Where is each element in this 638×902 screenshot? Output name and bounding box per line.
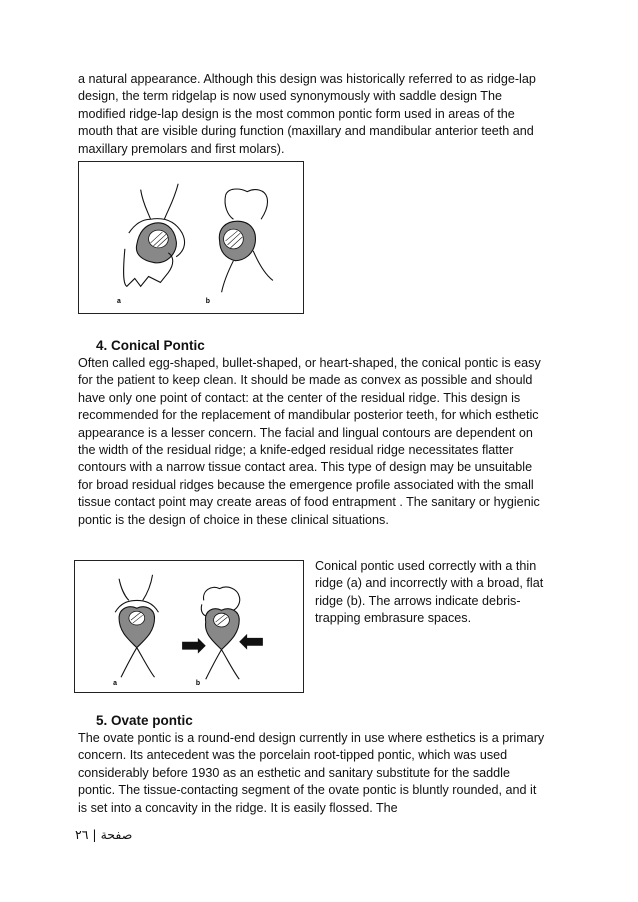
figure2-caption: Conical pontic used correctly with a thin ridge (a) and incorrectly with a broad, flat ridge (b). The arrows indicate debris-trapping embrasure spaces. [315,559,544,626]
section5-heading: 5. Ovate pontic [96,713,193,728]
arrow-left-icon [239,634,263,650]
figure1-label-a: a [116,298,121,306]
section4-body: Often called egg-shaped, bullet-shaped, or heart-shaped, the conical pontic is easy for the patient to keep clean. It should be made as convex as possible and should have only one point of contact: at the center of the residual ridge. This design is recommended for the replacement of mandibular posterior teeth, for which esthetic appearance is a lesser concern. The facial and lingual contours are dependent on the width of the residual ridge; a knife-edged residual ridge necessitates flatter contours with a narrow tissue contact area. This type of design may be unsuitable for broad residual ridges because the emergence profile associated with the small tissue contact point may create areas of food entrapment . The sanitary or hygienic pontic is the design of choice in these clinical situations. [78,356,541,527]
section5-body: The ovate pontic is a round-end design currently in use where esthetics is a primary concern. Its antecedent was the porcelain root-tipped pontic, which was used considerably before 1930 as an esthetic and sanitary substitute for the saddle pontic. The tissue-contacting segment of the ovate pontic is bluntly rounded, and it is set into a concavity in the ridge. It is easily flossed. The [78,731,545,815]
ridge-lap-illustration [79,162,303,313]
figure2-label-a: a [113,680,117,688]
arrow-right-icon [182,638,206,654]
figure1-label-b: b [205,298,211,306]
intro-paragraph: a natural appearance. Although this design was historically referred to as ridge-lap design, the term ridgelap is now used synonymously with saddle design The modified ridge-lap design is the most common pontic form used in areas of the mouth that are visible during function (maxillary and mandibular anterior teeth and maxillary premolars and first molars). [78,72,536,156]
section4-heading: 4. Conical Pontic [96,338,205,353]
page-footer: صفحة | ٢٦ [75,827,133,842]
conical-pontic-illustration [75,561,303,692]
figure2-label-b: b [195,680,201,688]
figure-ridge-lap-pontic [78,161,304,314]
figure-conical-pontic [74,560,304,693]
